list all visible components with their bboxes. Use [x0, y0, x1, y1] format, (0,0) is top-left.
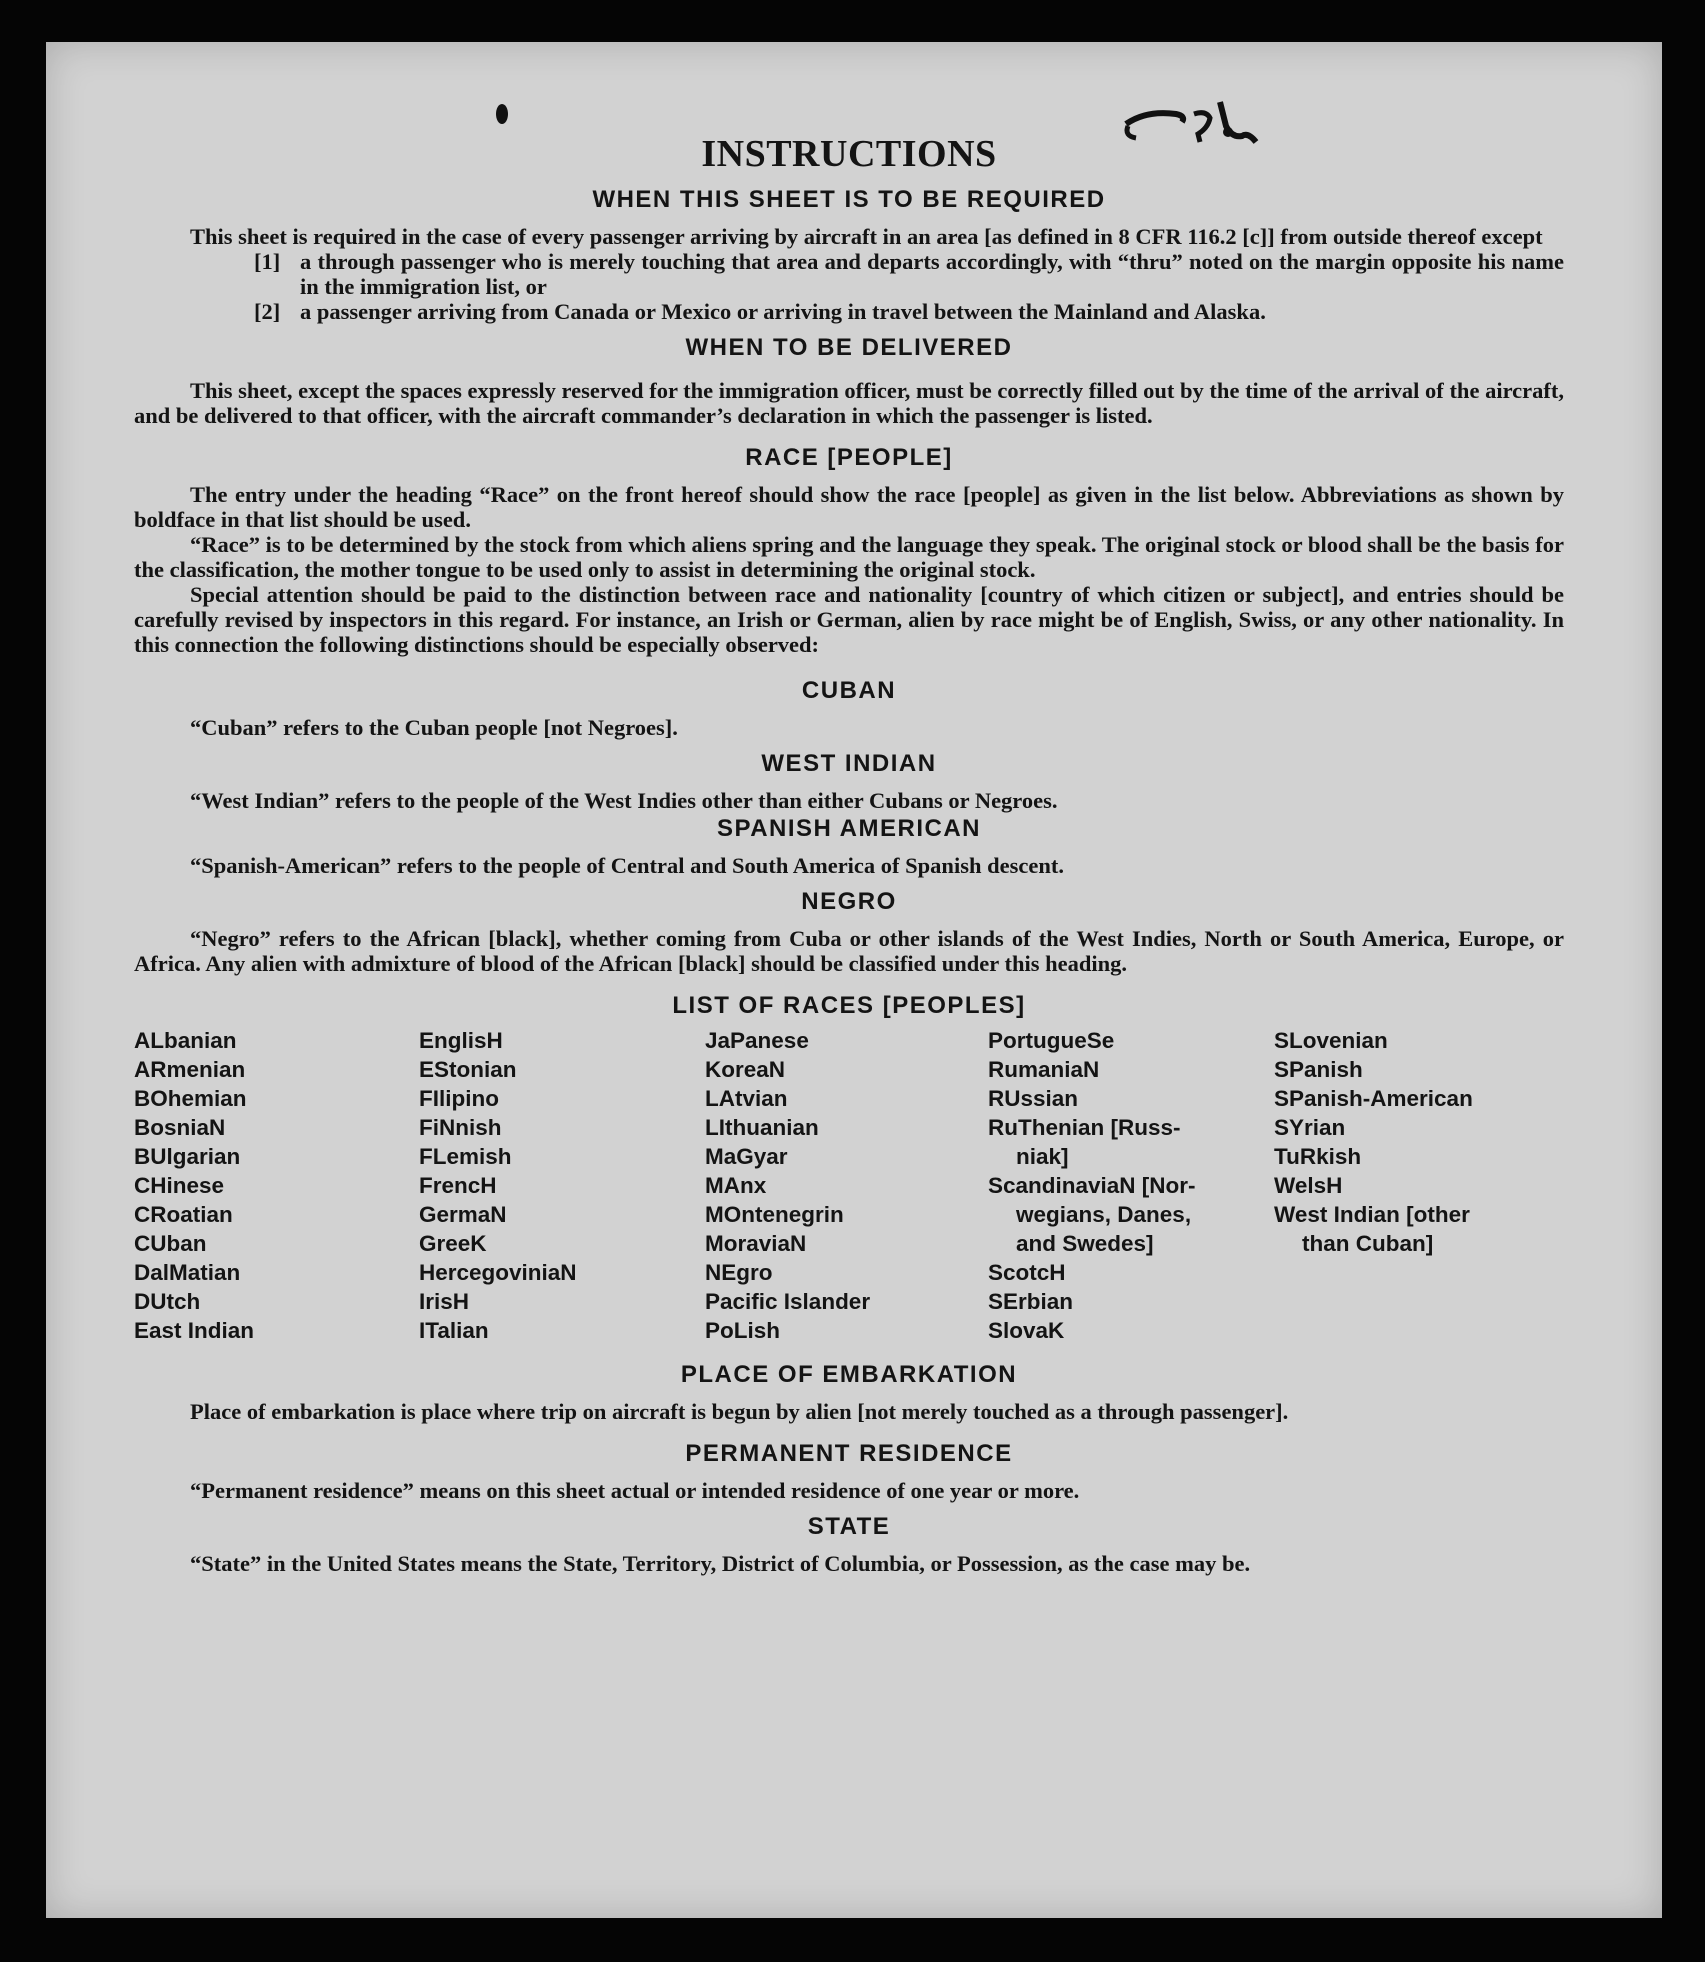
- race-entry: MoraviaN: [705, 1231, 807, 1256]
- heading-cuban: CUBAN: [801, 677, 897, 704]
- race-entry: CUban: [134, 1231, 207, 1256]
- exception-item: [134, 249, 1564, 299]
- heading-list-of-races: LIST OF RACES [PEOPLES]: [672, 992, 1026, 1019]
- race-paragraph-3: Special attention should be paid to the distinction between race and nationality [country of which citizen or subject], and entries should be carefully revised by inspectors in this regard. For instance, an Irish or German, alien by race might be of English, Swiss, or any other nationality. In this connection the following distinctions should be especially observed:: [134, 582, 1564, 657]
- race-entry: SPanish-American: [1274, 1086, 1473, 1111]
- race-entry: EStonian: [419, 1057, 517, 1082]
- heading-negro: NEGRO: [801, 888, 897, 915]
- race-entry: GreeK: [419, 1231, 487, 1256]
- race-entry: SPanish: [1274, 1057, 1363, 1082]
- race-entry: CRoatian: [134, 1202, 233, 1227]
- race-entry: JaPanese: [705, 1028, 809, 1053]
- race-entry: IrisH: [419, 1289, 470, 1314]
- race-entry: FrencH: [419, 1173, 497, 1198]
- races-column: [988, 1026, 1274, 1345]
- heading-permanent-residence: PERMANENT RESIDENCE: [685, 1440, 1013, 1467]
- race-entry: BUlgarian: [134, 1144, 241, 1169]
- race-entry: EnglisH: [419, 1028, 503, 1053]
- race-entry: LAtvian: [705, 1086, 788, 1111]
- race-entry: FLemish: [419, 1144, 512, 1169]
- race-entry-continued: and Swedes]: [1016, 1231, 1154, 1256]
- race-entry: MOntenegrin: [705, 1202, 844, 1227]
- heading-state: STATE: [807, 1513, 891, 1540]
- race-entry: HercegoviniaN: [419, 1260, 577, 1285]
- race-entry: SErbian: [988, 1289, 1074, 1314]
- race-entry: LIthuanian: [705, 1115, 819, 1140]
- race-entry: MaGyar: [705, 1144, 788, 1169]
- state-text: “State” in the United States means the State, Territory, District of Columbia, or Possession, as the case may be.: [190, 1551, 1251, 1576]
- negro-text: “Negro” refers to the African [black], whether coming from Cuba or other islands of the West Indies, North or South America, Europe, or Africa. Any alien with admixture of blood of the African [black] should be classified under this heading.: [134, 926, 1564, 976]
- race-entry: PortugueSe: [988, 1028, 1115, 1053]
- spanish-american-text: “Spanish-American” refers to the people of Central and South America of Spanish descent.: [190, 853, 1064, 878]
- exception-text: a passenger arriving from Canada or Mexico or arriving in travel between the Mainland and Alaska.: [300, 299, 1266, 324]
- race-entry: East Indian: [134, 1318, 255, 1343]
- heading-when-required: WHEN THIS SHEET IS TO BE REQUIRED: [592, 186, 1106, 213]
- residence-text: “Permanent residence” means on this sheet actual or intended residence of one year or more.: [190, 1478, 1080, 1503]
- race-entry: NEgro: [705, 1260, 773, 1285]
- race-entry: ScandinaviaN [Nor-: [988, 1173, 1196, 1198]
- exception-number: [1]: [254, 249, 281, 274]
- race-entry: KoreaN: [705, 1057, 786, 1082]
- races-column: [705, 1026, 988, 1345]
- race-entry: RuThenian [Russ-: [988, 1115, 1181, 1140]
- embarkation-text: Place of embarkation is place where trip on aircraft is begun by alien [not merely touched as a through passenger].: [190, 1399, 1289, 1424]
- heading-embarkation: PLACE OF EMBARKATION: [680, 1361, 1018, 1388]
- cuban-text: “Cuban” refers to the Cuban people [not Negroes].: [190, 715, 678, 740]
- race-entry: BosniaN: [134, 1115, 226, 1140]
- race-entry: CHinese: [134, 1173, 225, 1198]
- document-page: [46, 42, 1662, 1918]
- exception-number: [2]: [254, 299, 281, 324]
- heading-race: RACE [PEOPLE]: [745, 444, 953, 471]
- race-entry: ScotcH: [988, 1260, 1066, 1285]
- heading-when-delivered: WHEN TO BE DELIVERED: [685, 334, 1013, 361]
- race-entry: MAnx: [705, 1173, 767, 1198]
- race-entry: FiNnish: [419, 1115, 502, 1140]
- exception-text: a through passenger who is merely touching that area and departs accordingly, with “thru” noted on the margin opposite his name in the immigration list, or: [300, 249, 1564, 299]
- race-entry: ALbanian: [134, 1028, 237, 1053]
- race-entry: DUtch: [134, 1289, 201, 1314]
- when-delivered-text: This sheet, except the spaces expressly reserved for the immigration officer, must be correctly filled out by the time of the arrival of the aircraft, and be delivered to that officer, with the aircraft commander’s declaration in which the passenger is listed.: [134, 378, 1564, 428]
- when-required-intro: This sheet is required in the case of every passenger arriving by aircraft in an area [as defined in 8 CFR 116.2 [c]] from outside thereof except: [190, 224, 1543, 249]
- race-entry: FIlipino: [419, 1086, 499, 1111]
- race-entry: RUssian: [988, 1086, 1079, 1111]
- races-column: [1274, 1026, 1564, 1345]
- heading-west-indian: WEST INDIAN: [761, 750, 937, 777]
- race-entry: TuRkish: [1274, 1144, 1362, 1169]
- races-column: [134, 1026, 419, 1345]
- instructions-content: [134, 132, 1564, 1576]
- race-entry: West Indian [other: [1274, 1202, 1470, 1227]
- race-entry: ARmenian: [134, 1057, 246, 1082]
- race-entry-continued: niak]: [1016, 1144, 1069, 1169]
- race-entry-continued: than Cuban]: [1302, 1231, 1434, 1256]
- race-paragraph-1: The entry under the heading “Race” on the front hereof should show the race [people] as given in the list below. Abbreviations as shown by boldface in that list should be used.: [134, 482, 1564, 532]
- race-entry-continued: wegians, Danes,: [1016, 1202, 1192, 1227]
- race-entry: SYrian: [1274, 1115, 1346, 1140]
- race-entry: SlovaK: [988, 1318, 1065, 1343]
- race-entry: WelsH: [1274, 1173, 1343, 1198]
- race-entry: BOhemian: [134, 1086, 247, 1111]
- race-entry: RumaniaN: [988, 1057, 1100, 1082]
- exception-item: [134, 299, 1564, 324]
- race-paragraph-2: “Race” is to be determined by the stock from which aliens spring and the language they speak. The original stock or blood shall be the basis for the classification, the mother tongue to be used only to assist in determining the original stock.: [134, 532, 1564, 582]
- races-column: [419, 1026, 705, 1345]
- west-indian-text: “West Indian” refers to the people of the West Indies other than either Cubans or Negroes.: [190, 788, 1058, 813]
- race-entry: Pacific Islander: [705, 1289, 871, 1314]
- race-entry: ITalian: [419, 1318, 489, 1343]
- race-entry: SLovenian: [1274, 1028, 1388, 1053]
- heading-spanish-american: SPANISH AMERICAN: [716, 815, 981, 842]
- page-title: INSTRUCTIONS: [701, 133, 997, 175]
- race-entry: GermaN: [419, 1202, 507, 1227]
- race-entry: DalMatian: [134, 1260, 241, 1285]
- races-list: [134, 1026, 1564, 1345]
- race-entry: PoLish: [705, 1318, 781, 1343]
